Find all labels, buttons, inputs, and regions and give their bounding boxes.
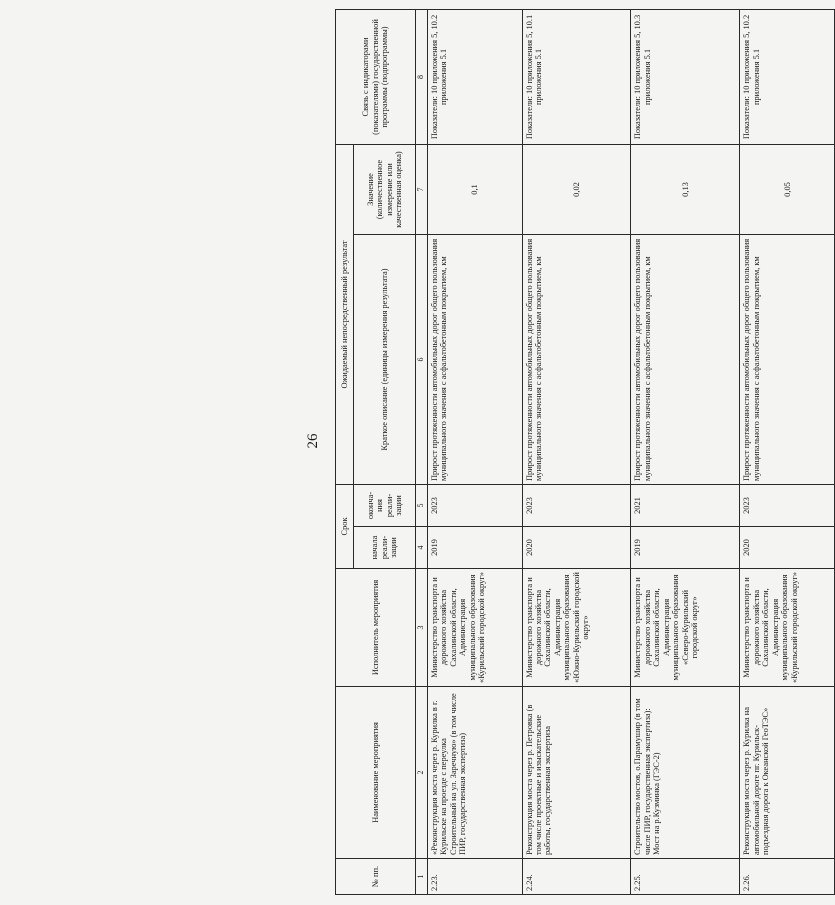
row-start: 2020 (740, 527, 835, 569)
row-description: Прирост протяженности автомобильных дорог общего пользования муниципального значения с асфальтобетонным покрытием, км (428, 235, 523, 485)
header-description: Краткое описание (единицы измерения результата) (354, 235, 416, 485)
row-description: Прирост протяженности автомобильных дорог общего пользования муниципального значения с асфальтобетонным покрытием, км (631, 235, 740, 485)
column-number: 7 (416, 145, 428, 235)
row-link: Показатели: 10 приложения 5, 10.1 приложения 5.1 (522, 10, 631, 145)
row-name: Строительство мостов, о.Парамушир (в том числе ПИР, государственная экспертиза): Мост на р.Кузминка (ГЭС-2) (631, 687, 740, 859)
row-num: 2.25. (631, 859, 740, 895)
measures-table (335, 9, 835, 895)
header-executor: Исполнитель мероприятия (336, 569, 416, 687)
row-num: 2.23. (428, 859, 523, 895)
row-num: 2.24. (522, 859, 631, 895)
row-start: 2020 (522, 527, 631, 569)
row-link: Показатели: 10 приложения 5, 10.2 приложения 5.1 (428, 10, 523, 145)
column-number: 3 (416, 569, 428, 687)
header-term: Срок (336, 485, 354, 569)
table-row (522, 10, 631, 895)
row-value: 0,1 (428, 145, 523, 235)
table-row (428, 10, 523, 895)
header-num: № пп. (336, 859, 416, 895)
row-executor: Министерство транспорта и дорожного хозяйства Сахалинской области, Администрация муниципального образования «Курильский городской округ» (740, 569, 835, 687)
header-start: начала реали-зации (354, 527, 416, 569)
table-row (740, 10, 835, 895)
row-description: Прирост протяженности автомобильных дорог общего пользования муниципального значения с асфальтобетонным покрытием, км (522, 235, 631, 485)
row-end: 2023 (522, 485, 631, 527)
row-value: 0,05 (740, 145, 835, 235)
column-number: 6 (416, 235, 428, 485)
column-numbers-row (416, 10, 428, 895)
row-description: Прирост протяженности автомобильных дорог общего пользования муниципального значения с асфальтобетонным покрытием, км (740, 235, 835, 485)
column-number: 5 (416, 485, 428, 527)
row-start: 2019 (631, 527, 740, 569)
row-link: Показатели: 10 приложения 5, 10.2 приложения 5.1 (740, 10, 835, 145)
row-num: 2.26. (740, 859, 835, 895)
row-end: 2023 (428, 485, 523, 527)
header-link: Связь с индикаторами (показателями) государственной программы (подпрограммы) (336, 10, 416, 145)
row-executor: Министерство транспорта и дорожного хозяйства Сахалинской области, Администрация муниципального образования «Северо-Курильский городской округ» (631, 569, 740, 687)
column-number: 4 (416, 527, 428, 569)
row-end: 2023 (740, 485, 835, 527)
header-name: Наименование мероприятия (336, 687, 416, 859)
row-name: Реконструкция моста через р. Петровка (в том числе проектные и изыскательские работы, государственная экспертиза (522, 687, 631, 859)
header-value: Значение (количественное измерение или качественная оценка) (354, 145, 416, 235)
row-name: Реконструкция моста через р. Курилка на автомобильной дороге пг. Курильск-подъездная дорога к Океанской ГеоТЭС» (740, 687, 835, 859)
row-start: 2019 (428, 527, 523, 569)
header-end: оконча-ния реали-зации (354, 485, 416, 527)
column-number: 2 (416, 687, 428, 859)
row-end: 2021 (631, 485, 740, 527)
rotated-table-container (335, 10, 835, 895)
column-number: 1 (416, 859, 428, 895)
row-executor: Министерство транспорта и дорожного хозяйства Сахалинской области, Администрация муниципального образования «Курильский городской округ» (428, 569, 523, 687)
row-link: Показатели: 10 приложения 5, 10.3 приложения 5.1 (631, 10, 740, 145)
row-value: 0,02 (522, 145, 631, 235)
column-number: 8 (416, 10, 428, 145)
row-executor: Министерство транспорта и дорожного хозяйства Сахалинской области, Администрация муниципального образования «Южно-Курильский городской округ» (522, 569, 631, 687)
header-expected: Ожидаемый непосредственный результат (336, 145, 354, 485)
row-value: 0,13 (631, 145, 740, 235)
row-name: «Реконструкция моста через р. Курилка в г. Курильске на проезде с переулка Строительный на ул. Заречную» (в том числе ПИР, государственная экспертиза) (428, 687, 523, 859)
table-row (631, 10, 740, 895)
page-number: 26 (305, 433, 321, 449)
